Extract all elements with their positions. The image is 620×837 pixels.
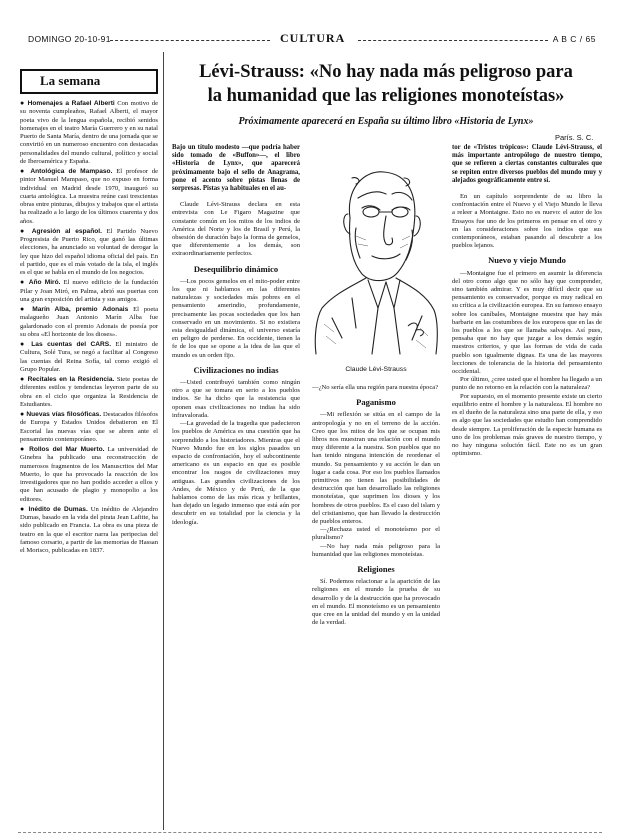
article-byline: París. S. C. (555, 133, 594, 142)
sidebar-entry (20, 278, 158, 304)
sidebar-entry (20, 410, 158, 444)
sidebar-entry-body: El profesor de pintor Manuel Mampaso, que no expuso en forma individual en Madrid desde 1970, inauguró su cuarta antológica. La muestra reúne casi trescientas obras entre pinturas, dibujos y trabajos que el artista ha realizado a lo largo de los últimos cuarenta y dos años. (20, 168, 158, 225)
portrait-caption: Claude Lévi-Strauss (345, 366, 407, 373)
paragraph: —¿Rechaza usted el monoteísmo por el pluralismo? (312, 526, 440, 542)
article-subhead: Próximamente aparecerá en España su último libro «Historia de Lynx» (238, 116, 534, 127)
sidebar-title: La semana (20, 69, 158, 94)
header-section: CULTURA (280, 31, 346, 45)
sidebar-entry-body: Un inédito de Alejandro Dumas, basado en la vida del pirata Jean Lafitte, ha sido publicado en Francia. La obra es una pieza de teatro en la que el escritor narra las peripecias del famoso corsario, a partir de las memorias de Hassan el Morisco, publicadas en 1837. (20, 505, 158, 554)
bullet-icon: ● (20, 278, 29, 287)
sidebar-entry-head: Inédito de Dumas. (28, 505, 88, 513)
bullet-icon: ● (20, 226, 32, 235)
paragraph: —Usted contribuyó también como ningún otro a que se tomara en serio a los pueblos indios. Se ha dicho que la resistencia que oponen esas civilizaciones no indias ha sido infravalorada. (172, 379, 300, 419)
page-header (18, 33, 600, 47)
paragraph: —La gravedad de la tragedia que padecieron los pueblos de América es una cuestión que ha sorprendido a los historiadores. Mientras que el Nuevo Mundo fue en los siglos pasados un espacio de confrontación, hoy el subcontinente americano es un espacio en que es posible encontrar los rasgos de civilizaciones muy antiguas. Las grandes civilizaciones de los Andes, de México y de Perú, de la que hablamos como de las más ricas y brillantes, han dejado un legado inmenso que está aún por descubrir en su totalidad por la ciencia y la ideología. (172, 420, 300, 526)
bullet-icon: ● (20, 305, 33, 313)
portrait-space (312, 144, 440, 384)
sidebar-entry-head: Año Miró. (28, 279, 61, 287)
subheading: Civilizaciones no indias (193, 364, 279, 375)
header-rule-left (110, 40, 270, 41)
bullet-icon: ● (20, 504, 29, 513)
subheading: Nuevo y viejo Mundo (488, 255, 566, 266)
sidebar-entry-body: El poeta malagueño Juan Antonio Marín Alba fue galardonado con el premio Adonais de poesía por su obra «El horizonte de los dioses». (20, 306, 158, 338)
bottom-rule (18, 832, 602, 833)
article-column-1 (172, 144, 300, 832)
sidebar-entry (20, 505, 158, 556)
article-column-2 (312, 144, 440, 832)
paragraph: —No hay nada más peligroso para la humanidad que las religiones monoteístas. (312, 542, 440, 558)
article-headline (170, 60, 602, 108)
sidebar-entry (20, 99, 158, 166)
column-divider (163, 52, 164, 830)
header-rule-right (358, 40, 548, 41)
article-column-3 (452, 144, 602, 832)
article-lead-left: Bajo un título modesto —que podría haber sido tomado de «Buffon»—, el libro «Historia de Lynx», que aparecerá próximamente bajo el sello de Anagrama, pone el acento sobre pistas llenas de sorpresas. Pistas ya habituales en el au- (172, 144, 300, 193)
sidebar-entry (20, 167, 158, 226)
subheading: Paganismo (356, 397, 396, 408)
sidebar-entry (20, 445, 158, 504)
headline-line-1: Lévi-Strauss: «No hay nada más peligroso para (199, 62, 573, 82)
paragraph: —Mi reflexión se sitúa en el campo de la antropología y no en el terreno de la acción. Creo que los mitos de los que se ocupan mis libros nos muestran una relación con el mundo muy diferente a la nuestra. Son pueblos que no han tenido ninguna intención de reordenar el mundo. Su pensamiento y su acción le dan un lugar a cada cosa. Por eso los pueblos llamados primitivos no tienen las posibilidades de destrucción que han desarrollado las religiones monoteístas, que suprimen los dioses y los hombres de otros pueblos. Es el caso del islam y del cristianismo, que han llevado la destrucción de pueblos enteros. (312, 411, 440, 526)
bullet-icon: ● (20, 410, 27, 418)
header-paper-page: A B C / 65 (552, 34, 596, 44)
sidebar-entry-body: El Partido Nuevo Progresista de Puerto Rico, que ganó las últimas elecciones, ha anunciado su voluntad de derogar la ley que hizo del español idioma oficial del país. En el partido, que es el más votado de la isla, el inglés es el que se habla en el mundo de los negocios. (20, 227, 158, 276)
article-lead-right: tor de «Tristes trópicos»: Claude Lévi-Strauss, el más importante antropólogo de nuestro tiempo, que se refieren a ciertas constantes culturales que se repiten entre diversos pueblos del mundo muy y alejados geográficamente entre sí. (452, 144, 602, 184)
sidebar-entry-head: Rollos del Mar Muerto. (29, 446, 105, 453)
sidebar-entry-body: Con motivo de su noventa cumpleaños, Rafael Alberti, el mayor poeta vivo de la lengua española, recibió senidos homenajes en el teatro María Guerrero y en su natal Puerto de Santa María, dentro de una jornada que se convirtió en un numeroso encuentro con destacadas personalidades del mundo cultural, político y social de Iberoamérica y España. (20, 100, 158, 165)
sidebar-entry-body: Siete poetas de diferentes estilos y tendencias leyeron parte de su obra en el ciclo que organiza la Residencia de Estudiantes. (20, 376, 158, 408)
bullet-icon: ● (20, 99, 28, 107)
sidebar-entry (20, 340, 158, 374)
sidebar-entry-body: Destacados filósofos de Europa y Estados Unidos debatieron en El Escorial las nuevas vías que se abren ante el pensamiento contemporáneo. (20, 411, 158, 443)
paragraph: En un capítulo sorprendente de su libro la confrontación entre el Nuevo y el Viejo Mundo le lleva a releer a Montaigne. Esto no es nuevo: el autor de los Ensayos fue uno de los primeros en pensar en el otro y en las consideraciones sobre los indios que sus contemporáneos, estaban pasando al descubrir a los pueblos lejanos. (452, 193, 602, 250)
paragraph: —Los pocos gemelos en el mito-poder entre los que ni hablamos en las diferentes naturalezas y sociedades más pobres en el pensamiento amerindio, profundamente, precisamente las pocas sociedades que los han conservado en un movimiento. Si no existiera esta desigualdad dinámica, el universo estaría en peligro de perderse. En occidente, tienen la fe de los que se opone a la idea de las que el mundo es un orden fijo. (172, 277, 300, 359)
sidebar-entry-body: El ministro de Cultura, Solé Tura, se negó a facilitar al Congreso las cuentas del Reina Sofía, tal como exigió el Grupo Popular. (20, 341, 158, 373)
headline-line-2: la humanidad que las religiones monoteístas» (207, 86, 565, 106)
sidebar-entry (20, 227, 158, 278)
sidebar-entry-head: Las cuentas del CARS. (31, 341, 112, 348)
paragraph: Sí. Podemos relacionar a la aparición de las religiones en el mundo la prueba de su desarrollo y de la destrucción que ha provocado en el mundo. El monoteísmo es un pensamiento que cree en la unidad del mundo y en la unidad de la verdad. (312, 578, 440, 627)
sidebar-entry-head: Antológica de Mampaso. (30, 168, 113, 175)
sidebar-la-semana (20, 69, 158, 829)
bullet-icon: ● (20, 445, 30, 453)
paragraph: —¿No sería ella una región para nuestra época? (312, 384, 439, 391)
bullet-icon: ● (20, 167, 31, 175)
paragraph: Por último, ¿cree usted que el hombre ha llegado a un punto de no retorno en la relación con la naturaleza? (452, 376, 602, 392)
paragraph: Por supuesto, en el momento presente existe un cierto equilibrio entre el hombre y la naturaleza. El hombre no es el dueño de la naturaleza sino una parte de ella, y eso es algo que las sociedades que estudio han comprendido desde siempre. La proliferación de la especie humana es uno de los problemas más graves de nuestro tiempo, y no hay ninguna solución fácil. Este no es un gran optimismo. (452, 392, 602, 458)
sidebar-entry-head: Recitales en la Residencia. (27, 376, 115, 383)
sidebar-entry (20, 305, 158, 339)
header-date: DOMINGO 20-10-91 (28, 34, 111, 44)
sidebar-entry-body: La universidad de Ginebra ha publicado una reconstrucción de numerosos fragmentos de los Manuscritos del Mar Muerto, lo que ha provocado la reacción de los investigadores que no han podido acceder a ellos y que han acusado de plagio y monopolio a los editores. (20, 446, 158, 503)
bullet-icon: ● (20, 375, 28, 383)
sidebar-entry-head: Agresión al español. (31, 227, 102, 235)
sidebar-entry-head: Nuevas vías filosóficas. (26, 411, 102, 418)
sidebar-entry (20, 375, 158, 409)
sidebar-entry-body: El nuevo edificio de la fundación Pilar y Joan Miró, en Palma, abrió sus puertas con una gran exposición del artista y sus amigos. (20, 279, 158, 303)
subheading: Religiones (357, 564, 395, 575)
sidebar-entry-head: Homenajes a Rafael Alberti (27, 100, 115, 107)
sidebar-entry-head: Marín Alba, premio Adonais (32, 306, 129, 313)
paragraph: Claude Lévi-Strauss declara en esta entrevista con Le Figaro Magazine que constante común en los mitos de los indios de América del Norte y los de Brasil y Perú, la obsesión de duración bajo la forma de gemelos, que diferentemente a los demás, son extraordinariamente perfectos. (172, 201, 300, 258)
bullet-icon: ● (20, 340, 32, 348)
subheading: Desequilibrio dinámico (193, 263, 279, 274)
paragraph: —Montaigne fue el primero en asumir la diferencia del otro como algo que no sólo hay que comprender, sino también admirar. Y es muy difícil decir que su pensamiento es conservador, porque es muy radical en su crítica a la civilización europea. En su famoso ensayo sobre los caníbales, Montaigne muestra que hay más barbarie en las costumbres de los europeos que en las de los pueblos a los que se llamaba salvajes. Así pues, pensaba que no hay que juzgar a los demás según nuestros criterios, y que las formas de vida de cada pueblo son igualmente dignas. Es una de las mayores lecciones de tolerancia de la historia del pensamiento occidental. (452, 269, 602, 376)
